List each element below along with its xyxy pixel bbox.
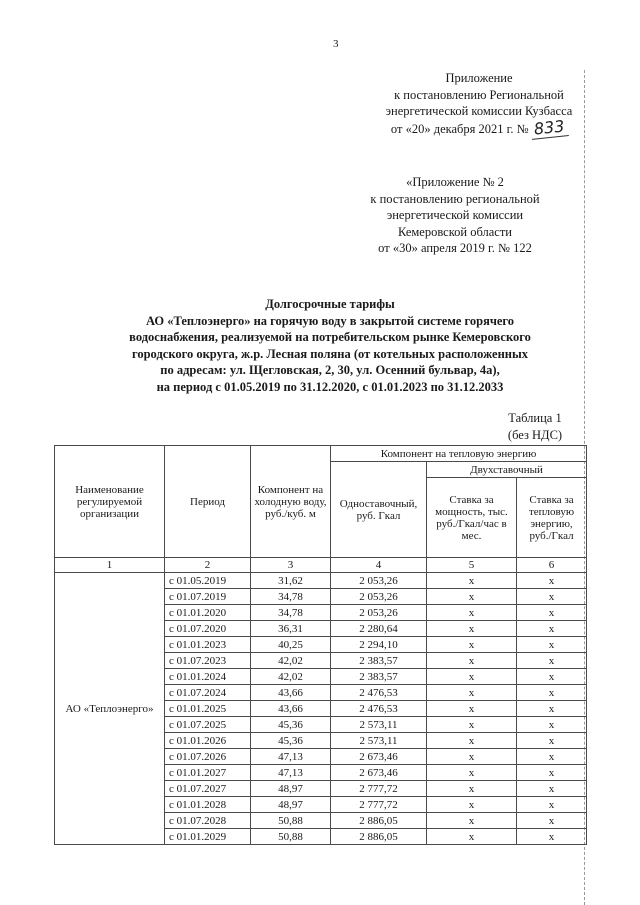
title-line2: АО «Теплоэнерго» на горячую воду в закрытой системе горячего [145, 313, 515, 328]
energy-rate-cell: х [517, 797, 587, 813]
header-organization: Наименование регулируемой организации [55, 446, 165, 558]
period-cell: с 01.07.2019 [165, 589, 251, 605]
cold-water-cell: 45,36 [251, 717, 331, 733]
appendix-original-line5: от «30» апреля 2019 г. № 122 [378, 241, 532, 255]
energy-rate-cell: х [517, 621, 587, 637]
energy-rate-cell: х [517, 637, 587, 653]
column-number: 3 [251, 558, 331, 573]
period-cell: с 01.07.2020 [165, 621, 251, 637]
table-caption [490, 410, 580, 443]
capacity-rate-cell: х [427, 813, 517, 829]
period-cell: с 01.07.2026 [165, 749, 251, 765]
appendix-original-line3: энергетической комиссии [386, 208, 524, 222]
energy-rate-cell: х [517, 605, 587, 621]
title-line4: городского округа, ж.р. Лесная поляна (от котельных расположенных [131, 346, 528, 361]
title-line3: водоснабжения, реализуемой на потребительском рынке Кемеровского [129, 330, 531, 344]
column-number: 1 [55, 558, 165, 573]
handwritten-number: 833 [530, 118, 568, 139]
cold-water-cell: 43,66 [251, 701, 331, 717]
period-cell: с 01.01.2023 [165, 637, 251, 653]
single-rate-cell: 2 476,53 [331, 685, 427, 701]
period-cell: с 01.01.2020 [165, 605, 251, 621]
appendix-original-line1: «Приложение № 2 [406, 175, 504, 189]
single-rate-cell: 2 053,26 [331, 605, 427, 621]
capacity-rate-cell: х [427, 669, 517, 685]
cold-water-cell: 43,66 [251, 685, 331, 701]
capacity-rate-cell: х [427, 781, 517, 797]
cold-water-cell: 48,97 [251, 781, 331, 797]
single-rate-cell: 2 053,26 [331, 573, 427, 589]
header-cold-water: Компонент на холодную воду, руб./куб. м [251, 446, 331, 558]
page-number: 3 [333, 38, 339, 50]
period-cell: с 01.01.2024 [165, 669, 251, 685]
appendix-current-line1: Приложение [445, 71, 513, 85]
period-cell: с 01.07.2028 [165, 813, 251, 829]
capacity-rate-cell: х [427, 653, 517, 669]
appendix-original [340, 174, 570, 257]
capacity-rate-cell: х [427, 829, 517, 845]
energy-rate-cell: х [517, 813, 587, 829]
period-cell: с 01.01.2027 [165, 765, 251, 781]
single-rate-cell: 2 777,72 [331, 781, 427, 797]
period-cell: с 01.07.2027 [165, 781, 251, 797]
energy-rate-cell: х [517, 701, 587, 717]
single-rate-cell: 2 573,11 [331, 733, 427, 749]
single-rate-cell: 2 673,46 [331, 765, 427, 781]
capacity-rate-cell: х [427, 605, 517, 621]
header-period: Период [165, 446, 251, 558]
title-line6: на период с 01.05.2019 по 31.12.2020, с 01.01.2023 по 31.12.2033 [156, 379, 504, 394]
single-rate-cell: 2 280,64 [331, 621, 427, 637]
capacity-rate-cell: х [427, 749, 517, 765]
single-rate-cell: 2 476,53 [331, 701, 427, 717]
single-rate-cell: 2 886,05 [331, 813, 427, 829]
capacity-rate-cell: х [427, 717, 517, 733]
header-capacity-rate: Ставка за мощность, тыс. руб./Гкал/час в мес. [427, 478, 517, 558]
column-number: 5 [427, 558, 517, 573]
title-line5: по адресам: ул. Щегловская, 2, 30, ул. Осенний бульвар, 4а), [160, 363, 500, 377]
cold-water-cell: 34,78 [251, 605, 331, 621]
appendix-current-line2: к постановлению Региональной [394, 87, 564, 102]
single-rate-cell: 2 573,11 [331, 717, 427, 733]
header-energy-rate: Ставка за тепловую энергию, руб./Гкал [517, 478, 587, 558]
period-cell: с 01.07.2024 [165, 685, 251, 701]
single-rate-cell: 2 886,05 [331, 829, 427, 845]
column-number: 4 [331, 558, 427, 573]
cold-water-cell: 47,13 [251, 749, 331, 765]
cold-water-cell: 36,31 [251, 621, 331, 637]
energy-rate-cell: х [517, 653, 587, 669]
energy-rate-cell: х [517, 685, 587, 701]
period-cell: с 01.01.2029 [165, 829, 251, 845]
single-rate-cell: 2 673,46 [331, 749, 427, 765]
capacity-rate-cell: х [427, 701, 517, 717]
header-single-rate: Одноставочный, руб. Гкал [331, 462, 427, 558]
period-cell: с 01.07.2023 [165, 653, 251, 669]
cold-water-cell: 45,36 [251, 733, 331, 749]
capacity-rate-cell: х [427, 797, 517, 813]
appendix-original-line4: Кемеровской области [397, 224, 513, 239]
capacity-rate-cell: х [427, 733, 517, 749]
title-line1: Долгосрочные тарифы [265, 297, 395, 311]
energy-rate-cell: х [517, 717, 587, 733]
single-rate-cell: 2 053,26 [331, 589, 427, 605]
table-row [55, 573, 587, 589]
energy-rate-cell: х [517, 589, 587, 605]
energy-rate-cell: х [517, 669, 587, 685]
single-rate-cell: 2 294,10 [331, 637, 427, 653]
period-cell: с 01.05.2019 [165, 573, 251, 589]
energy-rate-cell: х [517, 781, 587, 797]
period-cell: с 01.01.2028 [165, 797, 251, 813]
energy-rate-cell: х [517, 573, 587, 589]
period-cell: с 01.01.2025 [165, 701, 251, 717]
period-cell: с 01.07.2025 [165, 717, 251, 733]
capacity-rate-cell: х [427, 685, 517, 701]
capacity-rate-cell: х [427, 621, 517, 637]
tariffs-table [54, 445, 587, 845]
appendix-current [355, 70, 603, 137]
header-thermal-group: Компонент на тепловую энергию [331, 446, 587, 462]
capacity-rate-cell: х [427, 765, 517, 781]
cold-water-cell: 48,97 [251, 797, 331, 813]
cold-water-cell: 50,88 [251, 813, 331, 829]
capacity-rate-cell: х [427, 637, 517, 653]
column-number: 2 [165, 558, 251, 573]
appendix-original-line2: к постановлению региональной [370, 191, 540, 206]
period-cell: с 01.01.2026 [165, 733, 251, 749]
cold-water-cell: 47,13 [251, 765, 331, 781]
document-title [70, 296, 590, 395]
appendix-current-line4 [355, 115, 603, 139]
cold-water-cell: 40,25 [251, 637, 331, 653]
capacity-rate-cell: х [427, 573, 517, 589]
table-caption-line2: (без НДС) [507, 427, 563, 442]
energy-rate-cell: х [517, 749, 587, 765]
capacity-rate-cell: х [427, 589, 517, 605]
single-rate-cell: 2 383,57 [331, 653, 427, 669]
column-number: 6 [517, 558, 587, 573]
organization-name: АО «Теплоэнерго» [55, 573, 165, 845]
cold-water-cell: 31,62 [251, 573, 331, 589]
cold-water-cell: 50,88 [251, 829, 331, 845]
appendix-current-date: от «20» декабря 2021 г. № [390, 121, 529, 136]
single-rate-cell: 2 383,57 [331, 669, 427, 685]
single-rate-cell: 2 777,72 [331, 797, 427, 813]
header-two-rate-group: Двухставочный [427, 462, 587, 478]
appendix-current-line3: энергетической комиссии Кузбасса [385, 104, 573, 118]
cold-water-cell: 42,02 [251, 653, 331, 669]
energy-rate-cell: х [517, 765, 587, 781]
cold-water-cell: 34,78 [251, 589, 331, 605]
energy-rate-cell: х [517, 829, 587, 845]
energy-rate-cell: х [517, 733, 587, 749]
table-caption-line1: Таблица 1 [508, 411, 562, 425]
cold-water-cell: 42,02 [251, 669, 331, 685]
